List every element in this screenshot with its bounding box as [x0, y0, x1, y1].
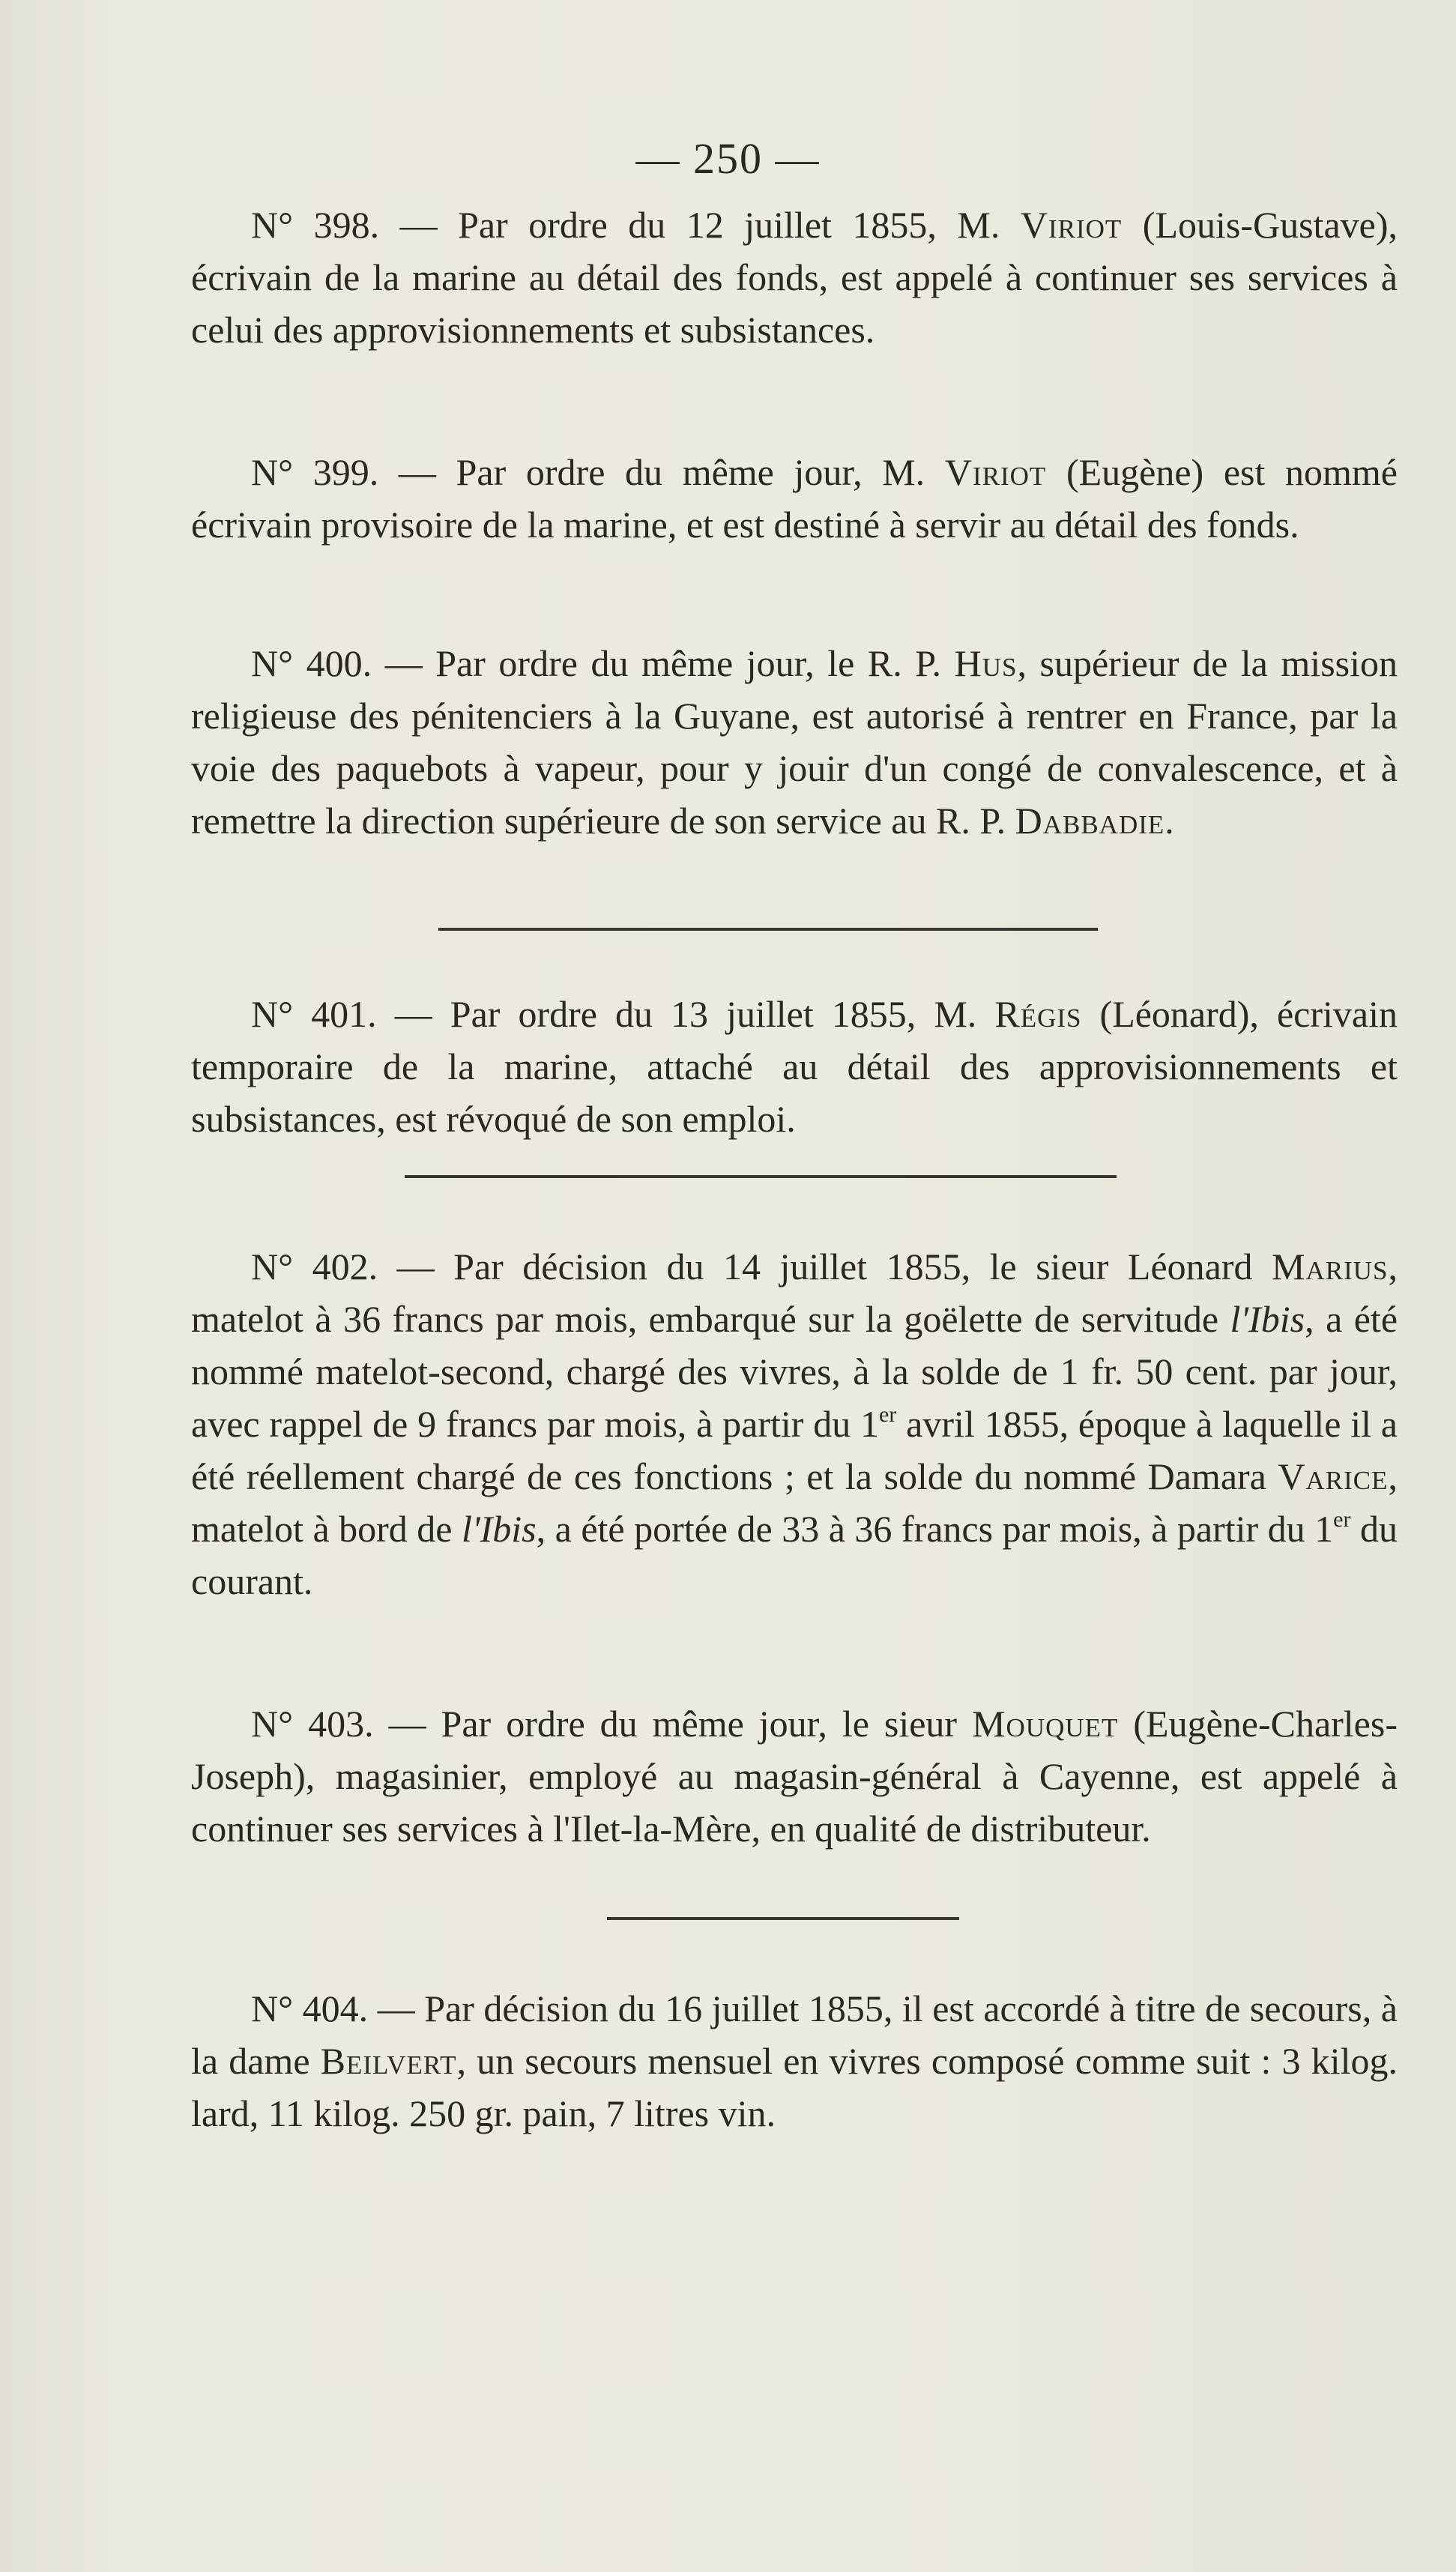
person-name: Hus	[954, 642, 1018, 684]
entry-number: N° 398.	[251, 204, 380, 246]
entry-400	[191, 637, 1398, 847]
entry-text: .	[1165, 800, 1174, 842]
entry-text: avril 1855, époque à laquelle il a été réellement chargé de ces fonctions ; et la solde du nommé Damara	[191, 1403, 1398, 1497]
entry-text: , un secours mensuel en vivres composé comme suit : 3 kilog. lard, 11 kilog. 250 gr. pain, 7 litres vin.	[191, 2040, 1398, 2134]
entry-number: N° 403.	[251, 1703, 374, 1745]
entry-text: du courant.	[191, 1508, 1398, 1602]
person-name: Viriot	[1020, 204, 1123, 246]
entry-404	[191, 1982, 1398, 2140]
entry-text: — Par ordre du 12 juillet 1855, M.	[379, 204, 1021, 246]
entry-text: (Eugène) est nommé écrivain provisoire de la marine, et est destiné à servir au détail des fonds.	[191, 451, 1398, 546]
section-divider	[438, 928, 1098, 931]
superscript: er	[1333, 1507, 1351, 1532]
page-number: — 250 —	[635, 134, 821, 183]
person-name: Régis	[994, 993, 1082, 1035]
entry-text: — Par ordre du 13 juillet 1855, M.	[376, 993, 995, 1035]
entry-text: (Eugène-Charles-Joseph), magasinier, employé au magasin-général à Cayenne, est appelé à continuer ses services à l'Ilet-la-Mère, en qualité de distributeur.	[191, 1703, 1398, 1850]
person-name: Viriot	[944, 451, 1047, 493]
person-name: Varice	[1278, 1455, 1389, 1497]
ship-name: l'Ibis	[462, 1508, 537, 1550]
entry-number: N° 402.	[251, 1246, 378, 1287]
entry-text: (Louis-Gustave), écrivain de la marine au détail des fonds, est appelé à continuer ses services à celui des approvisionnements et subsistances.	[191, 204, 1398, 351]
entry-402	[191, 1240, 1398, 1608]
person-name: Marius	[1272, 1246, 1389, 1287]
entry-401	[191, 988, 1398, 1145]
entry-403	[191, 1697, 1398, 1855]
person-name: Mouquet	[972, 1703, 1119, 1745]
section-divider	[405, 1175, 1117, 1178]
entry-number: N° 401.	[251, 993, 377, 1035]
person-name: Beilvert	[320, 2040, 457, 2082]
superscript: er	[879, 1402, 897, 1427]
entry-text: , supérieur de la mission religieuse des pénitenciers à la Guyane, est autorisé à rentrer en France, par la voie des paquebots à vapeur, pour y jouir d'un congé de convalescence, et à remettre la direction supérieure de son service au R. P.	[191, 642, 1398, 842]
entry-text: — Par ordre du même jour, le sieur	[373, 1703, 973, 1745]
entry-text: — Par décision du 14 juillet 1855, le sieur Léonard	[378, 1246, 1272, 1287]
entry-text: , a été portée de 33 à 36 francs par mois, à partir du 1	[536, 1508, 1334, 1550]
entry-number: N° 400.	[251, 642, 372, 684]
entry-text: , matelot à 36 francs par mois, embarqué sur la goëlette de servitude	[191, 1246, 1398, 1340]
entry-399	[191, 446, 1398, 551]
entry-text: (Léonard), écrivain temporaire de la marine, attaché au détail des approvisionnements et subsistances, est révoqué de son emploi.	[191, 993, 1398, 1140]
entry-text: — Par décision du 16 juillet 1855, il est accordé à titre de secours, à la dame	[191, 1987, 1398, 2082]
entry-number: N° 399.	[251, 451, 379, 493]
entry-number: N° 404.	[251, 1987, 369, 2029]
person-name: Dabbadie	[1015, 800, 1165, 842]
entry-398	[191, 199, 1398, 356]
entry-text: , matelot à bord de	[191, 1455, 1398, 1550]
entry-text: — Par ordre du même jour, M.	[378, 451, 945, 493]
entry-text: — Par ordre du même jour, le R. P.	[372, 642, 955, 684]
section-divider	[607, 1917, 959, 1920]
entry-text: , a été nommé matelot-second, chargé des vivres, à la solde de 1 fr. 50 cent. par jour, avec rappel de 9 francs par mois, à partir du 1	[191, 1298, 1398, 1445]
ship-name: l'Ibis	[1230, 1298, 1305, 1340]
